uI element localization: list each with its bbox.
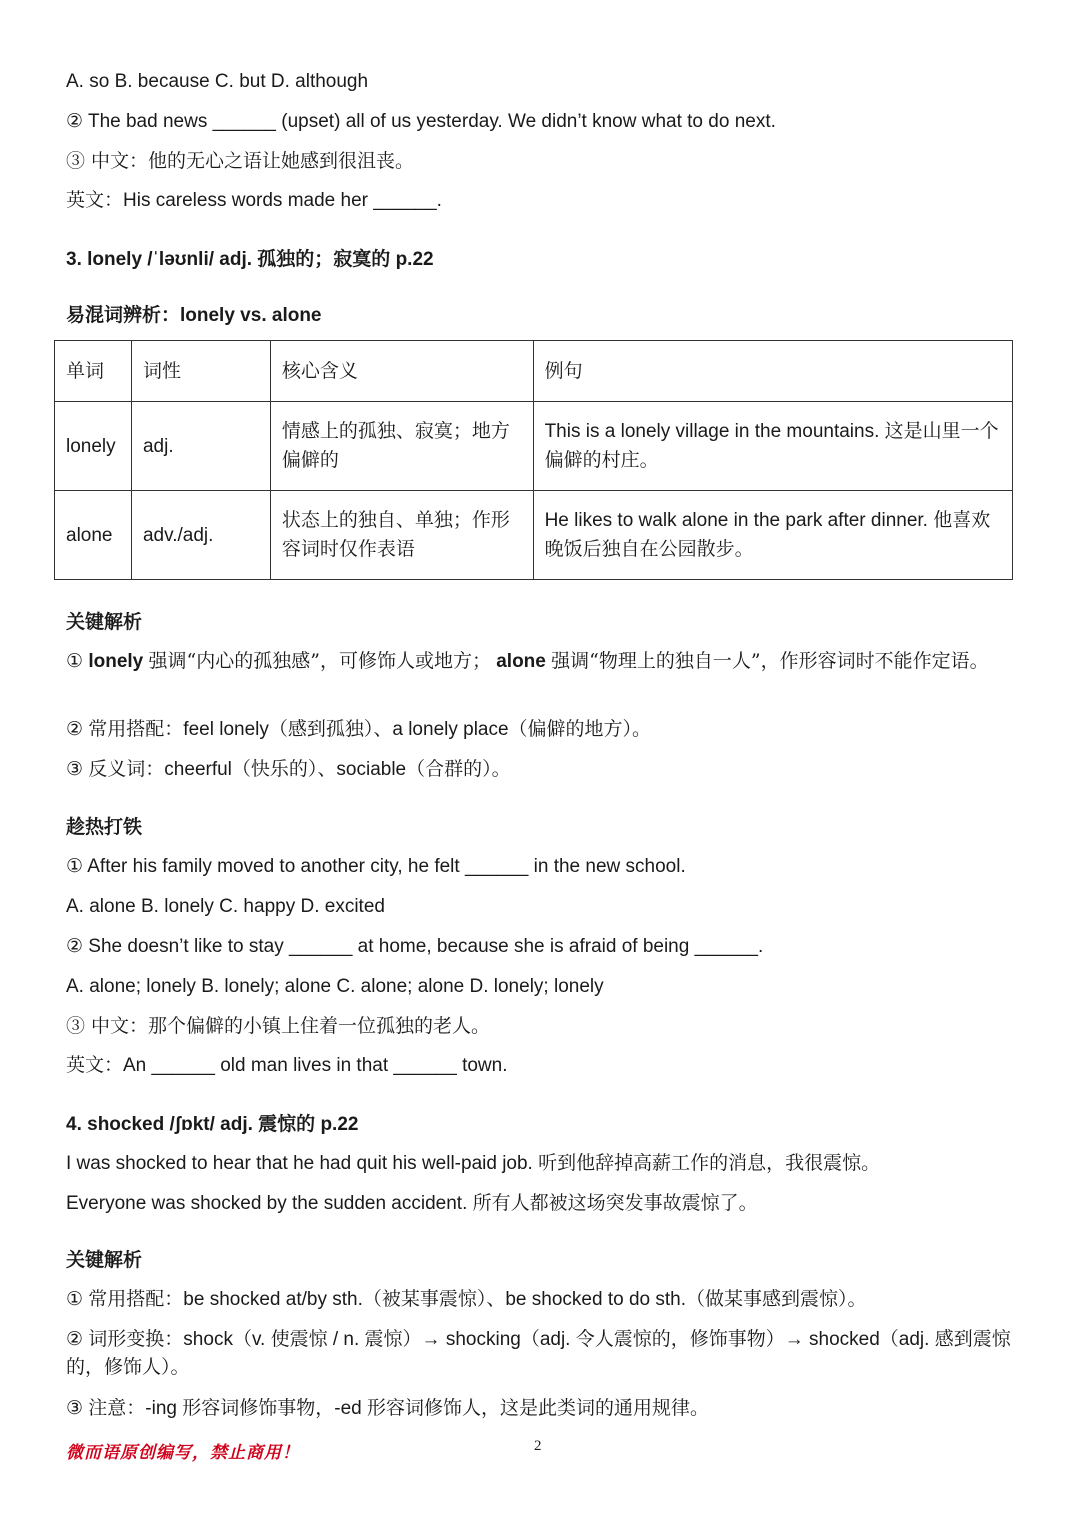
analysis-title-2: 关键解析 <box>66 1249 143 1271</box>
question-2: ② The bad news ______ (upset) all of us yesterday. We didn’t know what to do next. <box>66 111 776 132</box>
options-line: A. so B. because C. but D. although <box>66 71 369 92</box>
example-sentence-2: Everyone was shocked by the sudden accident. 所有人都被这场突发事故震惊了。 <box>66 1193 758 1214</box>
table-cell: adv./adj. <box>131 491 270 580</box>
copyright-note: 微而语原创编写，禁止商用！ <box>66 1443 300 1463</box>
practice-question-3-english: 英文：An ______ old man lives in that ______ town. <box>66 1055 508 1076</box>
section-3-title: 3. lonely /ˈləʊnli/ adj. 孤独的；寂寞的 p.22 <box>66 249 434 270</box>
table-cell: lonely <box>55 402 132 491</box>
practice-title: 趁热打铁 <box>66 816 143 838</box>
example-sentence-1: I was shocked to hear that he had quit his well-paid job. 听到他辞掉高薪工作的消息，我很震惊。 <box>66 1153 881 1174</box>
section-4-title: 4. shocked /ʃɒkt/ adj. 震惊的 p.22 <box>66 1114 359 1135</box>
table-header-cell: 例句 <box>533 341 1012 402</box>
table-cell: 情感上的孤独、寂寞；地方偏僻的 <box>270 402 533 491</box>
analysis-2-point-3: ③ 注意：-ing 形容词修饰事物，-ed 形容词修饰人，这是此类词的通用规律。 <box>66 1398 710 1419</box>
table-header-row <box>55 341 1013 402</box>
analysis-title: 关键解析 <box>66 611 143 633</box>
compare-title: 易混词辨析：lonely vs. alone <box>66 305 322 326</box>
question-3-english: 英文：His careless words made her ______. <box>66 190 442 211</box>
table-cell: He likes to walk alone in the park after dinner. 他喜欢晚饭后独自在公园散步。 <box>533 491 1012 580</box>
table-header-cell: 核心含义 <box>270 341 533 402</box>
question-3-chinese: ③ 中文：他的无心之语让她感到很沮丧。 <box>66 150 415 172</box>
table-cell: alone <box>55 491 132 580</box>
table-header-cell: 单词 <box>55 341 132 402</box>
table-cell: This is a lonely village in the mountains. 这是山里一个偏僻的村庄。 <box>533 402 1012 491</box>
table-cell: adj. <box>131 402 270 491</box>
analysis-point-2: ② 常用搭配：feel lonely（感到孤独）、a lonely place（偏僻的地方）。 <box>66 719 652 740</box>
analysis-2-point-2: ② 词形变换：shock（v. 使震惊 / n. 震惊）→ shocking（adj. 令人震惊的，修饰事物）→ shocked（adj. 感到震惊的，修饰人）。 <box>66 1329 1011 1378</box>
table-cell: 状态上的独自、单独；作形容词时仅作表语 <box>270 491 533 580</box>
table-row <box>55 491 1013 580</box>
comparison-table <box>54 340 1013 580</box>
practice-question-1: ① After his family moved to another city, he felt ______ in the new school. <box>66 856 686 877</box>
practice-question-3-chinese: ③ 中文：那个偏僻的小镇上住着一位孤独的老人。 <box>66 1015 491 1037</box>
analysis-point-3: ③ 反义词：cheerful（快乐的）、sociable（合群的）。 <box>66 759 511 780</box>
table-row <box>55 402 1013 491</box>
practice-question-2: ② She doesn’t like to stay ______ at home, because she is afraid of being ______. <box>66 936 764 957</box>
practice-options-1: A. alone B. lonely C. happy D. excited <box>66 896 385 917</box>
practice-options-2: A. alone; lonely B. lonely; alone C. alone; alone D. lonely; lonely <box>66 976 604 997</box>
analysis-2-point-1: ① 常用搭配：be shocked at/by sth.（被某事震惊）、be shocked to do sth.（做某事感到震惊）。 <box>66 1289 867 1310</box>
analysis-point-1: ① lonely 强调“内心的孤独感”，可修饰人或地方； alone 强调“物理上的独自一人”，作形容词时不能作定语。 <box>66 650 989 672</box>
table-header-cell: 词性 <box>131 341 270 402</box>
page-number: 2 <box>534 1438 542 1454</box>
